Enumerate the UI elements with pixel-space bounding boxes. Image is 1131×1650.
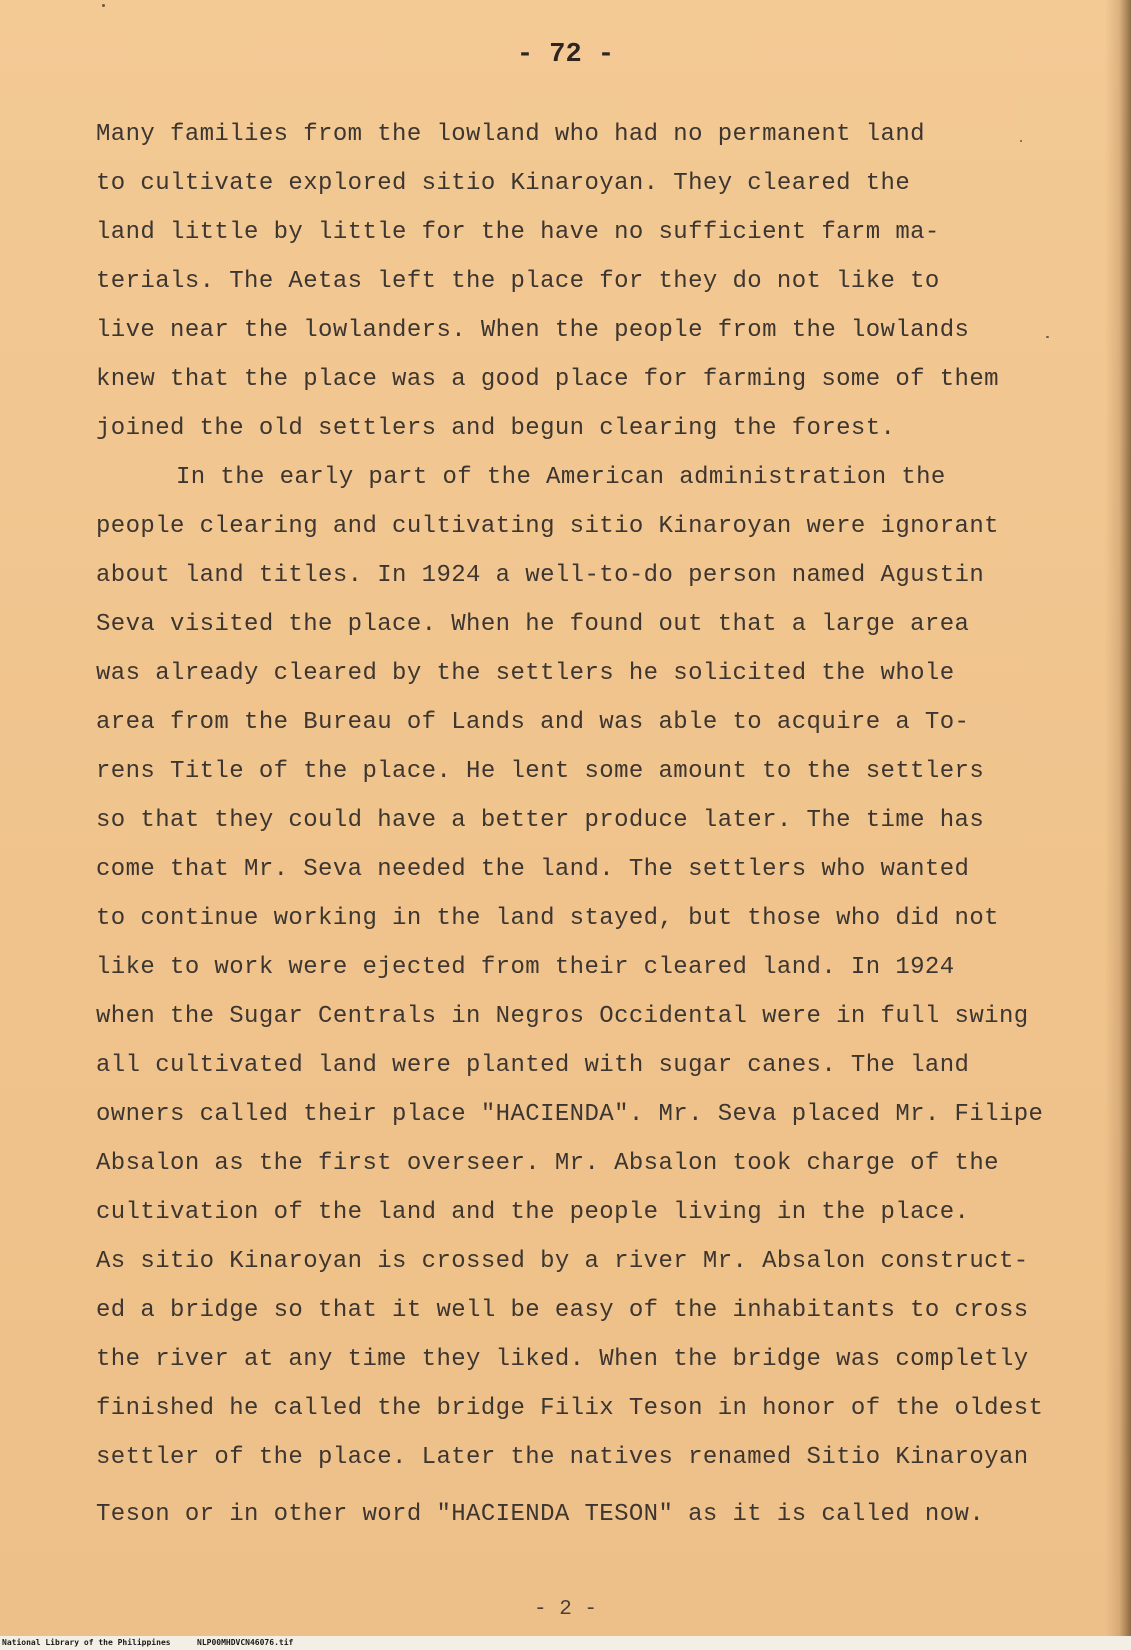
page-number: - 72 -	[516, 40, 615, 70]
text-line: people clearing and cultivating sitio Kinaroyan were ignorant	[96, 513, 999, 540]
text-line: cultivation of the land and the people living in the place.	[96, 1199, 970, 1226]
text-line: settler of the place. Later the natives renamed Sitio Kinaroyan	[96, 1444, 1029, 1471]
text-line: owners called their place "HACIENDA". Mr. Seva placed Mr. Filipe	[96, 1101, 1044, 1128]
text-line: come that Mr. Seva needed the land. The settlers who wanted	[96, 856, 970, 883]
text-line: so that they could have a better produce later. The time has	[96, 807, 985, 834]
text-line: like to work were ejected from their cleared land. In 1924	[96, 954, 955, 981]
paper-speck	[102, 4, 105, 7]
text-line: ed a bridge so that it well be easy of the inhabitants to cross	[96, 1297, 1029, 1324]
text-line: As sitio Kinaroyan is crossed by a river Mr. Absalon construct-	[96, 1248, 1029, 1275]
text-line: when the Sugar Centrals in Negros Occidental were in full swing	[96, 1003, 1029, 1030]
text-line: Teson or in other word "HACIENDA TESON" as it is called now.	[96, 1501, 985, 1528]
body-text	[96, 110, 1076, 1539]
text-line: rens Title of the place. He lent some amount to the settlers	[96, 758, 985, 785]
text-line: Many families from the lowland who had no permanent land	[96, 121, 925, 148]
text-line: finished he called the bridge Filix Teson in honor of the oldest	[96, 1395, 1044, 1422]
text-line: to continue working in the land stayed, but those who did not	[96, 905, 999, 932]
paragraph-1	[96, 110, 1076, 453]
text-line: Absalon as the first overseer. Mr. Absalon took charge of the	[96, 1150, 999, 1177]
library-credit: National Library of the Philippines	[2, 1638, 171, 1647]
text-line: the river at any time they liked. When the bridge was completly	[96, 1346, 1029, 1373]
text-line: land little by little for the have no sufficient farm ma-	[96, 219, 940, 246]
text-line: In the early part of the American administration the	[176, 464, 946, 491]
text-line: live near the lowlanders. When the people from the lowlands	[96, 317, 970, 344]
file-code: NLP00MHDVCN46076.tif	[197, 1638, 294, 1647]
paragraph-2	[96, 453, 1076, 1539]
text-line: terials. The Aetas left the place for they do not like to	[96, 268, 940, 295]
text-line: Seva visited the place. When he found out that a large area	[96, 611, 970, 638]
footer-page-label: - 2 -	[533, 1598, 597, 1621]
text-line: to cultivate explored sitio Kinaroyan. They cleared the	[96, 170, 911, 197]
text-line: knew that the place was a good place for farming some of them	[96, 366, 999, 393]
text-line: about land titles. In 1924 a well-to-do person named Agustin	[96, 562, 985, 589]
text-line: all cultivated land were planted with sugar canes. The land	[96, 1052, 970, 1079]
text-line: joined the old settlers and begun clearing the forest.	[96, 415, 896, 442]
text-line: was already cleared by the settlers he solicited the whole	[96, 660, 955, 687]
text-line: area from the Bureau of Lands and was able to acquire a To-	[96, 709, 970, 736]
page-edge-shadow	[1105, 0, 1131, 1650]
